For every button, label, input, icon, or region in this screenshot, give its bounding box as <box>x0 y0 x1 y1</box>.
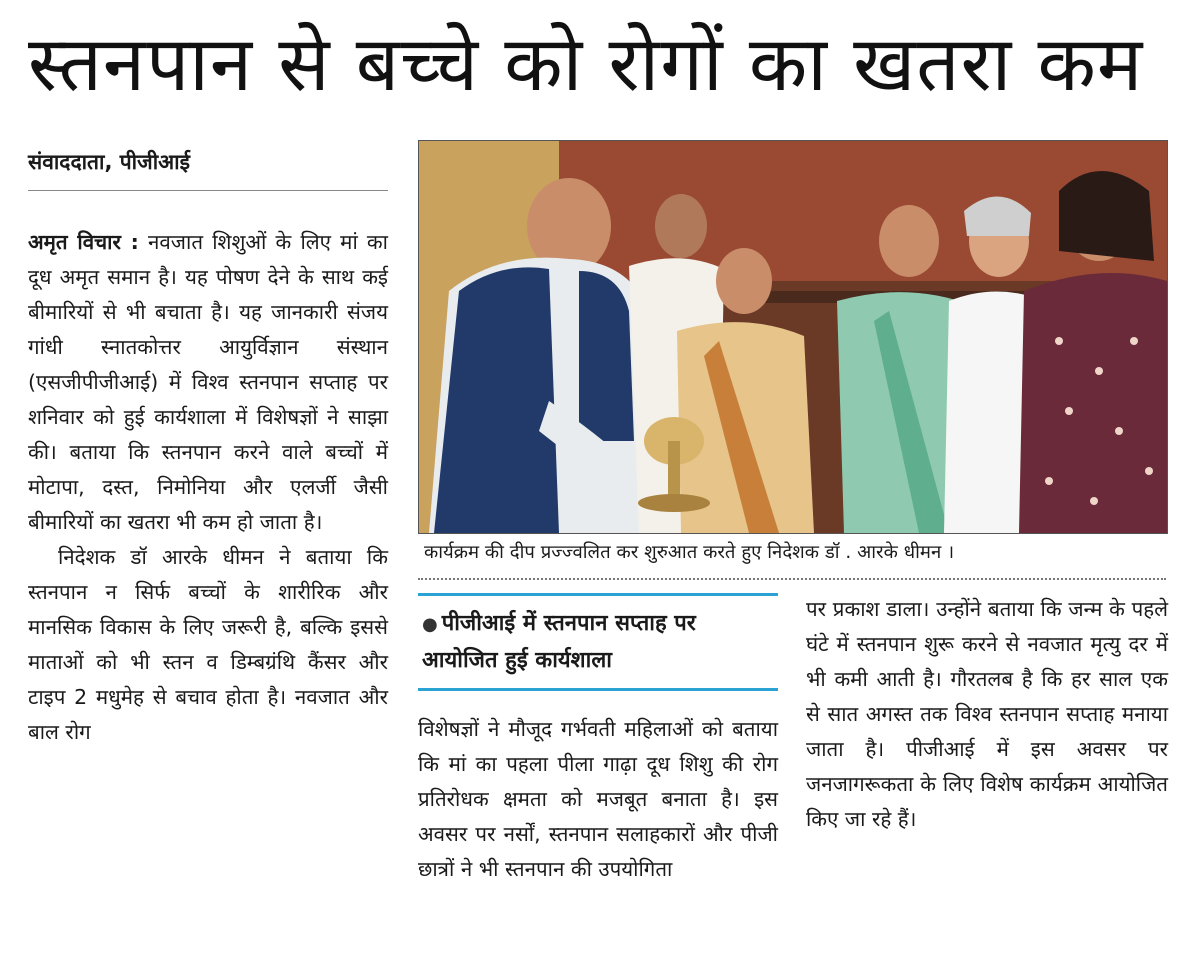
subheading <box>418 593 778 691</box>
article-column-1 <box>28 225 388 750</box>
article-paragraph <box>28 225 388 540</box>
subheading-text: पीजीआई में स्तनपान सप्ताह पर आयोजित हुई कार्यशाला <box>422 611 696 673</box>
dotted-divider <box>418 578 1166 580</box>
paragraph-text: नवजात शिशुओं के लिए मां का दूध अमृत समान है। यह पोषण देने के साथ कई बीमारियों से भी बचाता है। यह जानकारी संजय गांधी स्नातकोत्तर आयुर्विज्ञान संस्थान (एसजीपीजीआई) में विश्व स्तनपान सप्ताह पर शनिवार को हुई कार्यशाला में विशेषज्ञों ने साझा की। बताया कि स्तनपान करने वाले बच्चों में मोटापा, दस्त, निमोनिया और एलर्जी जैसी बीमारियों का खतरा भी कम हो जाता है। <box>28 230 388 534</box>
news-photo <box>418 140 1168 534</box>
photo-caption: कार्यक्रम की दीप प्रज्ज्वलित कर शुरुआत करते हुए निदेशक डॉ . आरके धीमन । <box>424 542 955 563</box>
article-column-3 <box>806 592 1168 837</box>
article-paragraph: पर प्रकाश डाला। उन्होंने बताया कि जन्म के पहले घंटे में स्तनपान शुरू करने से नवजात मृत्यु दर में भी कमी आती है। गौरतलब है कि हर साल एक से सात अगस्त तक विश्व स्तनपान सप्ताह मनाया जाता है। पीजीआई में इस अवसर पर जनजागरूकता के लिए विशेष कार्यक्रम आयोजित किए जा रहे हैं। <box>806 597 1168 831</box>
headline: स्तनपान से बच्चे को रोगों का खतरा कम <box>28 19 1144 108</box>
lead-tag: अमृत विचार : <box>28 230 139 254</box>
byline: संवाददाता, पीजीआई <box>28 148 388 191</box>
article-paragraph: निदेशक डॉ आरके धीमन ने बताया कि स्तनपान न सिर्फ बच्चों के शारीरिक और मानसिक विकास के लिए जरूरी है, बल्कि इससे माताओं को भी स्तन व डिम्बग्रंथि कैंसर और टाइप 2 मधुमेह से बचाव होता है। नवजात और बाल रोग <box>28 545 388 744</box>
article-column-2 <box>418 712 778 887</box>
article-paragraph: विशेषज्ञों ने मौजूद गर्भवती महिलाओं को बताया कि मां का पहला पीला गाढ़ा दूध शिशु की रोग प्रतिरोधक क्षमता को मजबूत बनाता है। इस अवसर पर नर्सों, स्तनपान सलाहकारों और पीजी छात्रों ने भी स्तनपान की उपयोगिता <box>418 717 778 881</box>
bullet-icon: ● <box>422 614 438 635</box>
